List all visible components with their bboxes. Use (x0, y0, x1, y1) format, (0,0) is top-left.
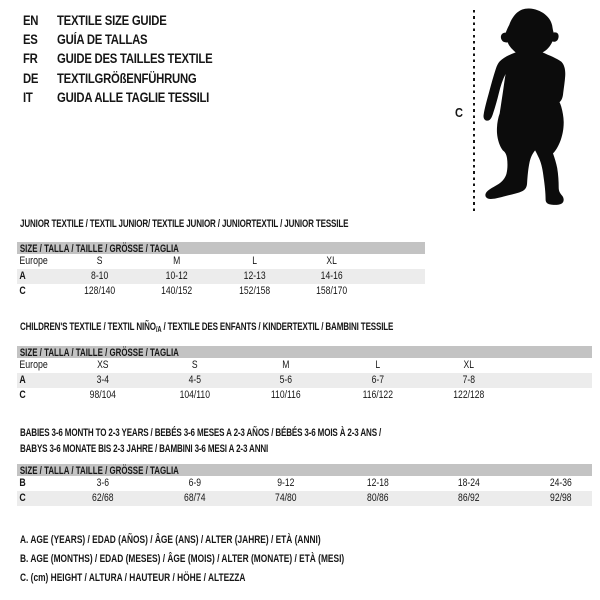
table-cell: 68/74 (183, 492, 206, 504)
table-cell: 122/128 (453, 389, 485, 401)
table-cell: M (173, 255, 181, 267)
size-header-row (17, 242, 425, 254)
table-cell: XS (97, 359, 109, 371)
table-cell: 128/140 (84, 285, 116, 297)
table-cell: 158/170 (316, 285, 348, 297)
table-cell: 4-5 (188, 374, 201, 386)
table-row (17, 358, 592, 373)
size-header-label: SIZE / TALLA / TAILLE / GRÖSSE / TAGLIA (19, 243, 179, 255)
row-label-cell: A (19, 374, 26, 386)
table-cell: 14-16 (320, 270, 343, 282)
size-header-row (17, 464, 592, 476)
row-label-cell: C (19, 492, 26, 504)
language-code: DE (23, 70, 39, 86)
row-spacer (370, 284, 425, 299)
table-row (17, 491, 592, 506)
language-code: FR (23, 51, 38, 67)
table-cell: S (96, 255, 103, 267)
table-cell: 10-12 (165, 270, 188, 282)
table-cell: 86/92 (458, 492, 480, 504)
table-cell: 80/86 (366, 492, 389, 504)
table-cell: 24-36 (549, 477, 572, 489)
table-cell: 7-8 (462, 374, 476, 386)
table-cell: 74/80 (275, 492, 297, 504)
language-row (23, 88, 242, 107)
row-spacer (370, 269, 425, 284)
size-header-row (17, 346, 592, 358)
language-title: GUÍA DE TALLAS (57, 32, 148, 48)
language-row (23, 30, 242, 49)
table-cell: 8-10 (91, 270, 109, 282)
table-cell: 12-13 (243, 270, 266, 282)
babies-size-table (17, 464, 592, 506)
row-label-cell: Europe (19, 359, 48, 371)
toddler-silhouette-image (470, 0, 600, 215)
children-table-title (20, 321, 393, 333)
table-cell: 116/122 (362, 389, 393, 401)
table-cell: S (191, 359, 198, 371)
table-row (17, 254, 425, 269)
language-row (23, 69, 242, 88)
table-cell: 5-6 (279, 374, 293, 386)
table-cell: 152/158 (238, 285, 270, 297)
language-title: TEXTILE SIZE GUIDE (57, 13, 167, 28)
language-code: IT (23, 89, 33, 105)
table-cell: M (282, 359, 290, 371)
row-label-cell: C (19, 389, 26, 401)
table-cell: 3-4 (96, 374, 110, 386)
language-title: GUIDE DES TAILLES TEXTILE (57, 51, 213, 67)
legend-line-age-months: B. AGE (MONTHS) / EDAD (MESES) / ÂGE (MOIS) / ALTER (MONATE) / ETÀ (MESI) (20, 553, 345, 565)
table-cell: 6-9 (188, 477, 201, 489)
row-spacer (515, 373, 592, 388)
table-cell: 98/104 (89, 389, 116, 401)
language-title: GUIDA ALLE TAGLIE TESSILI (57, 89, 210, 105)
table-cell: 104/110 (179, 389, 210, 401)
table-cell: 140/152 (161, 285, 193, 297)
table-row (17, 388, 592, 403)
children-size-table (17, 346, 592, 403)
table-cell: XL (326, 255, 337, 267)
size-header-label: SIZE / TALLA / TAILLE / GRÖSSE / TAGLIA (19, 347, 179, 359)
children-title-subscript: /A (155, 325, 162, 334)
table-cell: L (251, 255, 257, 267)
language-row (23, 49, 242, 68)
table-cell: 6-7 (371, 374, 384, 386)
table-cell: 18-24 (458, 477, 481, 489)
table-cell: 110/116 (271, 389, 301, 401)
language-code: EN (23, 13, 39, 28)
row-label-cell: B (19, 477, 26, 489)
language-title-list (23, 11, 242, 107)
table-row (17, 476, 592, 491)
language-title: TEXTILGRÖßENFÜHRUNG (57, 70, 197, 86)
children-title-part1: CHILDREN'S TEXTILE / TEXTIL NIÑO (20, 321, 156, 333)
row-label-cell: C (19, 285, 26, 297)
row-spacer (515, 358, 592, 373)
row-spacer (370, 254, 425, 269)
table-cell: 92/98 (550, 492, 572, 504)
height-measure-label: C (455, 105, 463, 120)
language-row (23, 11, 242, 30)
junior-size-table (17, 242, 425, 299)
table-cell: 12-18 (366, 477, 389, 489)
table-cell: L (375, 359, 380, 371)
row-label-cell: A (19, 270, 26, 282)
legend-line-age-years: A. AGE (YEARS) / EDAD (AÑOS) / ÂGE (ANS) / ALTER (JAHRE) / ETÀ (ANNI) (20, 534, 321, 546)
babies-title-line2: BABYS 3-6 MONATE BIS 2-3 JAHRE / BAMBINI 3-6 MESI A 2-3 ANNI (20, 443, 269, 455)
row-label-cell: Europe (19, 255, 48, 267)
table-cell: 3-6 (96, 477, 110, 489)
babies-title-line1: BABIES 3-6 MONTH TO 2-3 YEARS / BEBÉS 3-6 MESES A 2-3 AÑOS / BÉBÉS 3-6 MOIS À 2-3 ANS / (20, 427, 382, 439)
size-header-label: SIZE / TALLA / TAILLE / GRÖSSE / TAGLIA (19, 465, 179, 477)
row-spacer (515, 388, 592, 403)
babies-table-title (20, 425, 381, 457)
measurement-legend (20, 531, 447, 588)
table-row (17, 269, 425, 284)
junior-table-title: JUNIOR TEXTILE / TEXTIL JUNIOR/ TEXTILE JUNIOR / JUNIORTEXTIL / JUNIOR TESSILE (20, 218, 349, 230)
children-title-part2: / TEXTILE DES ENFANTS / KINDERTEXTIL / BAMBINI TESSILE (161, 321, 394, 333)
table-cell: 62/68 (92, 492, 114, 504)
table-cell: XL (463, 359, 475, 371)
table-row (17, 373, 592, 388)
table-cell: 9-12 (277, 477, 295, 489)
language-code: ES (23, 32, 38, 48)
table-row (17, 284, 425, 299)
legend-line-height: C. (cm) HEIGHT / ALTURA / HAUTEUR / HÖHE / ALTEZZA (20, 572, 246, 584)
